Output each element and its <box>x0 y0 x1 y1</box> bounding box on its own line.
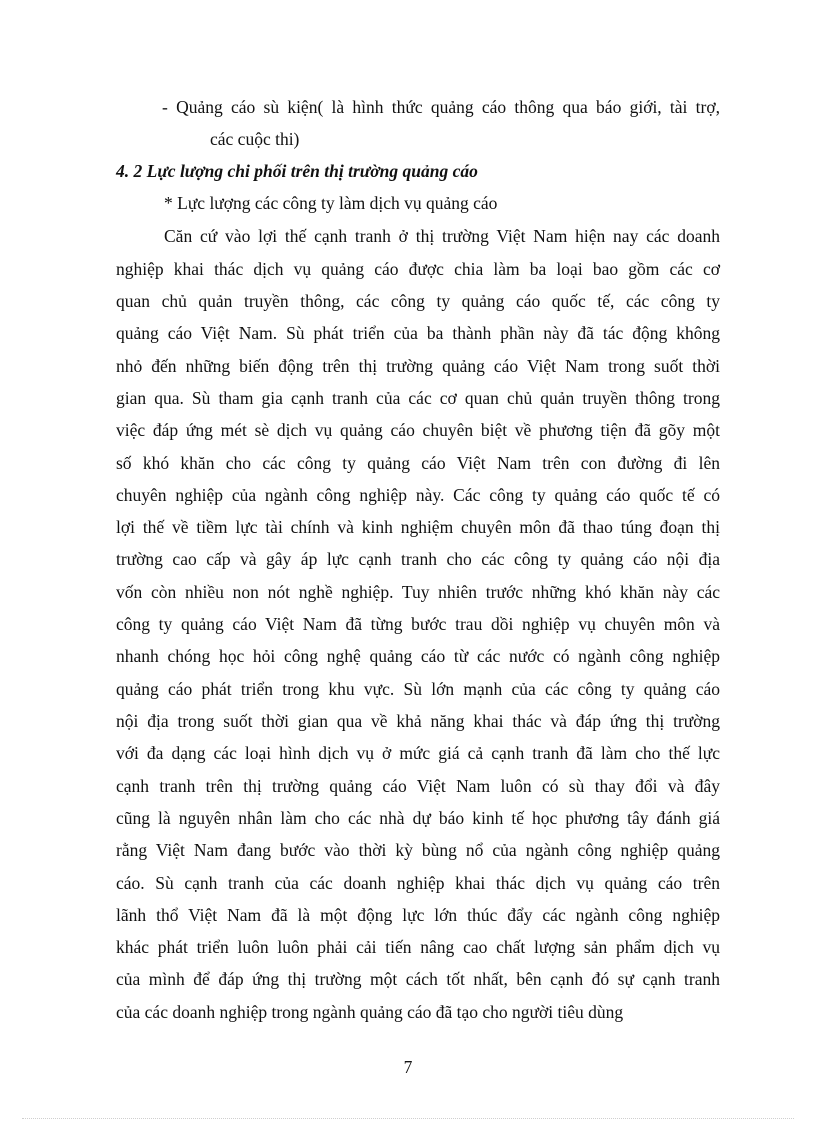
paragraph-line: việc đáp ứng mét sè dịch vụ quảng cáo chuyên biệt về phương tiện đã gõy một <box>116 420 720 440</box>
page-bottom-border <box>22 1118 794 1119</box>
paragraph-line: cũng là nguyên nhân làm cho các nhà dự báo kinh tế học phương tây đánh giá <box>116 808 720 828</box>
bullet-line-1: - Quảng cáo sù kiện( là hình thức quảng cáo thông qua báo giới, tài trợ, <box>162 97 720 117</box>
paragraph-line: trường cao cấp và gây áp lực cạnh tranh cho các công ty quảng cáo nội địa <box>116 549 720 569</box>
section-heading: 4. 2 Lực lượng chi phối trên thị trường quảng cáo <box>116 161 478 181</box>
bullet-line-2: các cuộc thi) <box>210 129 300 149</box>
paragraph-line: lợi thế về tiềm lực tài chính và kinh nghiệm chuyên môn đã thao túng đoạn thị <box>116 517 720 537</box>
paragraph-line: công ty quảng cáo Việt Nam đã từng bước trau dồi nghiệp vụ chuyên môn và <box>116 614 720 634</box>
paragraph-line: rằng Việt Nam đang bước vào thời kỳ bùng nổ của ngành công nghiệp quảng <box>116 840 720 860</box>
paragraph-line: gian qua. Sù tham gia cạnh tranh của các cơ quan chủ quản truyền thông trong <box>116 388 720 408</box>
paragraph-line: số khó khăn cho các công ty quảng cáo Việt Nam trên con đường đi lên <box>116 453 720 473</box>
subheading: * Lực lượng các công ty làm dịch vụ quảng cáo <box>164 193 498 213</box>
paragraph-line: cáo. Sù cạnh tranh của các doanh nghiệp khai thác dịch vụ quảng cáo trên <box>116 873 720 893</box>
paragraph-line: khác phát triển luôn luôn phải cải tiến nâng cao chất lượng sản phẩm dịch vụ <box>116 937 720 957</box>
paragraph-line: vốn còn nhiều non nót nghề nghiệp. Tuy nhiên trước những khó khăn này các <box>116 582 720 602</box>
paragraph-line: chuyên nghiệp của ngành công nghiệp này. Các công ty quảng cáo quốc tế có <box>116 485 720 505</box>
paragraph-line: quảng cáo phát triển trong khu vực. Sù lớn mạnh của các công ty quảng cáo <box>116 679 720 699</box>
paragraph-line: cạnh tranh trên thị trường quảng cáo Việt Nam luôn có sù thay đổi và đây <box>116 776 720 796</box>
paragraph-line: lãnh thổ Việt Nam đã là một động lực lớn thúc đẩy các ngành công nghiệp <box>116 905 720 925</box>
paragraph-line: nhanh chóng học hỏi công nghệ quảng cáo từ các nước có ngành công nghiệp <box>116 646 720 666</box>
paragraph-line: Căn cứ vào lợi thế cạnh tranh ở thị trường Việt Nam hiện nay các doanh <box>164 226 720 246</box>
paragraph-line: với đa dạng các loại hình dịch vụ ở mức giá cả cạnh tranh đã làm cho thế lực <box>116 743 720 763</box>
paragraph-line: nghiệp khai thác dịch vụ quảng cáo được chia làm ba loại bao gồm các cơ <box>116 259 720 279</box>
paragraph-line: của mình để đáp ứng thị trường một cách tốt nhất, bên cạnh đó sự cạnh tranh <box>116 969 720 989</box>
paragraph-line: quảng cáo Việt Nam. Sù phát triển của ba thành phần này đã tác động không <box>116 323 720 343</box>
paragraph-line: nhỏ đến những biến động trên thị trường quảng cáo Việt Nam trong suốt thời <box>116 356 720 376</box>
paragraph-line: quan chủ quản truyền thông, các công ty quảng cáo quốc tế, các công ty <box>116 291 720 311</box>
paragraph-line: của các doanh nghiệp trong ngành quảng cáo đã tạo cho người tiêu dùng <box>116 1002 624 1022</box>
page-number: 7 <box>403 1057 413 1077</box>
paragraph-line: nội địa trong suốt thời gian qua về khả năng khai thác và đáp ứng thị trường <box>116 711 720 731</box>
